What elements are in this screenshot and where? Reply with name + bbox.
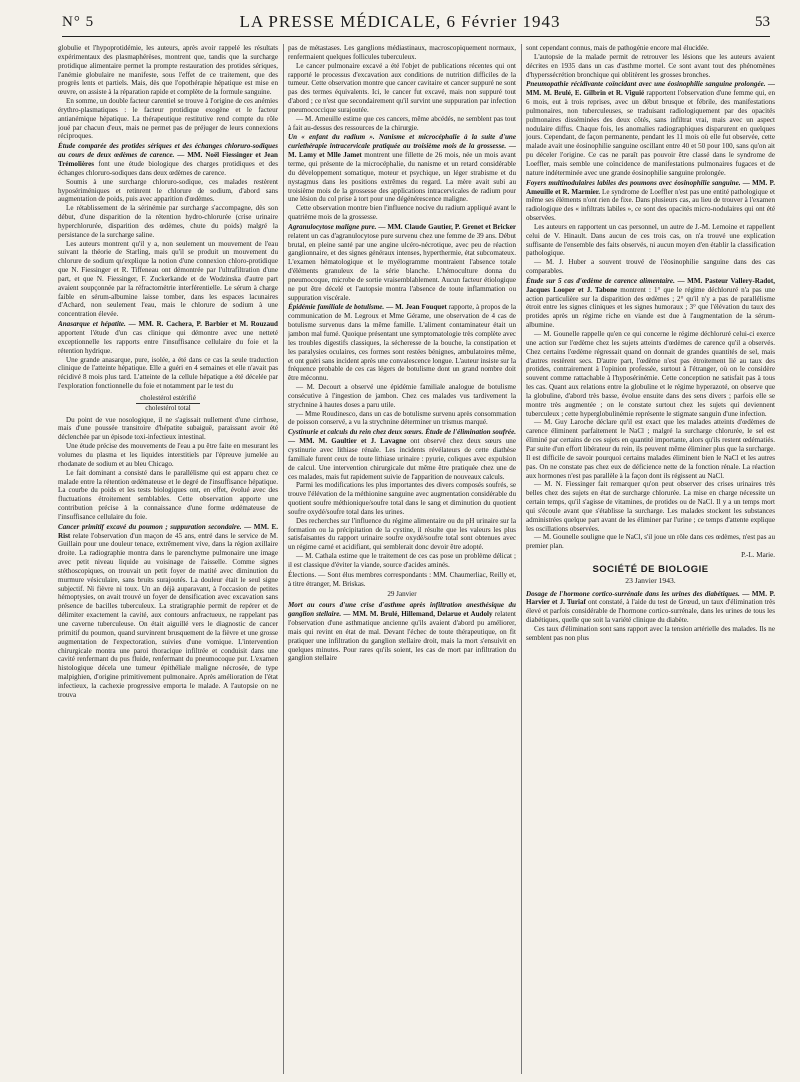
section-title: Cystinurie et calculs du rein chez deux sœurs. Étude de l'élimination soufrée. [288,428,516,437]
paragraph: — M. Guy Laroche déclare qu'il est exact que les malades atteints d'œdèmes de carence éliminent parfaitement le NaCl ; malgré la surcharge chlorurée, le sel est éliminé par certains de ces sujets en quantité importante, alors qu'ils restent œdématiés. Par suite d'un effort libérateur du rein, ils peuvent même éliminer plus que la surcharge. Il est difficile de savoir pourquoi certains malades éliminent bien le NaCl et les autres pas. On ne constate pas chez eux de déficience nette de la fonction rénale. La réaction aux hormones n'est pas parallèle à la façon dont ils régissent au NaCl. [526,418,775,480]
section-authors: — MM. P. Ameuille et R. Marmier. [526,178,775,196]
section-authors: — M. Jean Fouquet [386,303,447,312]
paragraph: Ces taux d'élimination sont sans rapport avec la tension artérielle des malades. Ils ne semblent pas non plus [526,625,775,642]
signature: P.-L. Marie. [741,551,775,560]
journal-title: LA PRESSE MÉDICALE, 6 Février 1943 [239,12,561,31]
column-divider [283,44,284,1074]
column-1 [58,44,278,1074]
section-entry [526,277,775,330]
paragraph: Une grande anasarque, pure, isolée, a été dans ce cas la seule traduction clinique de l'atteinte hépatique. Elle a guéri en 4 semaines et elle n'avait pas récidivé 8 mois plus tard. L'atteinte de la cellule hépatique a été décelée par l'exploration fonctionnelle du foie et notamment par le test du [58,355,278,391]
section-text: montrent une fillette de 26 mois, née un mois avant terme, qui présente de la microcéphalie, du nanisme et un retard considérable du développement somatique, moteur et psychique, un léger strabisme et du nystagmus dans les positions extrêmes du regard. La mère avait subi au troisième mois de la grossesse des applications intracervicales de radium pour une lésion du col prise à tort pour une dégénérescence maligne. [288,151,516,204]
section-entry [526,179,775,223]
section-authors: — M. Lamy et Mlle Jamet [288,142,516,160]
section-text: apportent l'étude d'un cas clinique qui démontre avec une netteté exceptionnelle les rapports entre l'insuffisance cellulaire du foie et la rétention hydrique. [58,329,278,355]
section-entry [288,303,516,383]
paragraph: — M. Gounelle rappelle qu'en ce qui concerne le régime déchloruré celui-ci exerce une action sur l'œdème chez les sujets atteints d'œdèmes de carence qu'il a observés. Chez certains l'œdème régressait quand on donnait de grandes quantités de sel, mais d'autres restèrent secs. D'autre part, l'œdème n'est pas étroitement lié au taux des protides, contrairement à l'opinion professée, surtout à l'étranger, où on le considère souvent comme rattachable à l'hyposérinémie. Cette conception ne satisfait pas à tous les cas. Quant aux relations entre la globuline et le régime hyperazoté, on observe que la globuline, d'abord très basse, évolue ensuite dans des sens divers ; parfois elle se montre très augmentée ; on le constate surtout chez les sujets qui deviennent tuberculeux ; cette hyperglobulinémie représente le stigmate sanguin d'une infection. [526,330,775,418]
paragraph: L'autopsie de la malade permit de retrouver les lésions que les auteurs avaient décrites en 1935 dans un cas d'asthme mortel. Ce sont avant tout des phénomènes d'hyperssécrétion bronchique qui oblitèrent les grosses bronches. [526,52,775,79]
section-text: ont constaté, à l'aide du test de Grœud, un taux d'élimination très élevé et parfois considérable de l'hormone cortico-surrénale, dans les urines de tous les diabétiques, quelle que soit la variété clinique du diabète. [526,598,775,625]
paragraph: Soumis à une surcharge chloruro-sodique, ces malades restèrent hyposériméniques et retinrent le chlorure de sodium, d'abord sans augmentation de poids, puis avec apparition d'œdèmes. [58,177,278,204]
session-date: 29 Janvier [387,590,417,599]
paragraph: — M. Gounelle souligne que le NaCl, s'il joue un rôle dans ces œdèmes, n'est pas au premier plan. [526,533,775,551]
paragraph: pas de métastases. Les ganglions médiastinaux, macroscopiquement normaux, renfermaient quelques follicules tuberculeux. [288,44,516,61]
page-header [0,0,800,40]
section-text: ont observé chez deux sœurs une cystinurie avec lithiase rénale. Les incidents révélateurs de cette diathèse familiale furent ceux de toute lithiase urinaire : pyurie, coliques avec expulsion de calcul. Une intervention chirurgicale dut même être pratiquée chez une de ces malades, mais fut rapidement suivie de l'apparition de nouveaux calculs. [288,437,516,481]
section-entry [288,601,516,663]
paragraph: globulie et l'hypoprotidémie, les auteurs, après avoir rappelé les résultats expérimentaux des plasmaphérèses, montrent que, tandis que la surcharge protidique alimentaire permet la prompte restauration des protides sériques, l'anémie globulaire ne manifeste, sous l'effet de ce traitement, que des progrès lents et partiels. Mais, dès que l'opothérapie hépatique est mise en œuvre, on assiste à la réparation rapide et complète de la formule sanguine. [58,44,278,97]
section-entry [288,133,516,204]
section-authors: — MM. Pasteur Vallery-Radot, Jacques Looper et J. Tabone [526,276,775,294]
ratio-denominator: cholestérol total [145,403,191,412]
society-heading: SOCIÉTÉ DE BIOLOGIE [592,563,709,575]
paragraph: — M. Ameuille estime que ces cancers, même abcédés, ne semblent pas tout à fait au-dessus des ressources de la chirurgie. [288,114,516,132]
section-entry [58,320,278,355]
section-authors: — MM. M. Gaultier et J. Lavagne [288,437,407,446]
paragraph: Le fait dominant a consisté dans le parallélisme qui est apparu chez ce malade entre la rétention œdémateuse et le degré de l'insuffisance hépatique. La courbe du poids et les tests biologiques ont, en effet, évolué avec des fluctuations étroitement semblables. Cette observation apporte une contribution précise à la connaissance d'une forme œdémateuse de l'insuffisance cellulaire du foie. [58,468,278,521]
header-rule [62,36,770,37]
paragraph: — M. J. Huber a souvent trouvé de l'éosinophilie sanguine dans des cas comparables. [526,258,775,276]
section-authors: — MM. R. Cachera, P. Barbier et M. Rouzaud [128,320,278,329]
column-3 [526,44,775,1074]
ratio-numerator: cholestérol estérifié [136,394,200,404]
section-title: Mort au cours d'une crise d'asthme après infiltration anesthésique du ganglion stellaire. [288,601,516,619]
paragraph: Le cancer pulmonaire excavé a été l'objet de publications récentes qui ont rapporté le processus d'excavation aux conditions de nutrition difficiles de la tumeur. Cette observation montre que cancer cavitaire et cancer suppuré ne sont pas des termes équivalents. Ici, le cancer fut excavé, mais non suppuré tout d'abord ; ce n'est que secondairement qu'il survint une suppuration par infection pneumococcique surajoutée. [288,61,516,114]
paragraph: Du point de vue nosologique, il ne s'agissait nullement d'une cirrhose, mais d'une poussée transitoire d'hépatite subaiguë, paraissant avoir été déclenchée par un épisode toxi-infectieux intestinal. [58,415,278,442]
section-entry [58,523,278,700]
paragraph: — M. Decourt a observé une épidémie familiale analogue de botulisme consécutive à l'ingestion de jambon. Chez ces malades vus tardivement la strychnine à hautes doses a paru utile. [288,383,516,409]
section-text: relate l'observation d'un maçon de 45 ans, entré dans le service de M. Guillain pour une douleur tenace, extrêmement vive, dans la région axillaire droite. La radiographie montra dans le parenchyme pulmonaire une image avec petit niveau liquide au voisinage de l'aisselle. Comme signes stéthoscopiques, on trouvait un petit foyer de matité avec diminution du murmure vésiculaire, sans bruits surajoutés. La douleur était le seul signe subjectif. Ni fièvre ni toux. Un an déjà auparavant, à l'occasion de petites hémoptysies, on avait trouvé un foyer de densification avec excavation sans présence de bacilles tuberculeux. La stratigraphie permit de repérer et de délimiter exactement la cavité, aux contours anfractueux, ne rappelant pas une caverne tuberculeuse. On était aiguillé vers le diagnostic de cancer primitif du poumon, quand survinrent brusquement de la fièvre et une grosse augmentation de l'expectoration, suivies d'une vomique. L'intervention chirurgicale montra une paroi thoracique infiltrée et conduisit dans une cavité renfermant du pus fluide, renfermant du pneumocoque pur. L'examen histologique décela une tumeur épithéliale maligne nécrosée, de type malpighien, d'origine primitivement pulmonaire. Après amélioration de l'état infectieux, la cachexie progressive emporta le malade. A l'autopsie on ne trouva [58,531,278,699]
section-text: relatent un cas d'agranulocytose pure survenu chez une femme de 39 ans. Début brutal, en pleine santé par une angine ulcéro-nécrotique, avec peu de réaction ganglionnaire, et des signes généraux intenses, hyperthermie, état subcomateux. L'examen hématologique et le myélogramme montraient l'absence totale d'éléments granuleux de la série blanche. L'hémoculture donna du pneumocoque, microbe de sortie vraisemblablement. Aucun facteur étiologique ne put être décelé et l'autopsie montra l'absence de toute inflammation ou suppuration viscérale. [288,231,516,302]
section-title: Un « enfant du radium ». Nanisme et microcéphalie à la suite d'une curiethérapie intracervicale pratiquée au troisième mois de la grossesse. [288,133,516,151]
page-number: 53 [755,14,770,30]
paragraph: — M. N. Fiessinger fait remarquer qu'on peut observer des crises urinaires très belles chez des sujets en état de surcharge chlorurée. La mise en charge nécessite un certain temps, qu'il s'agisse de vitamines, de protides ou de NaCl. Il y a un temps mort qui s'écoule avant que s'établisse la surcharge. Les malades stockent les substances administrées quelque part avant de les éliminer par l'urine ; ce temps d'attente explique les oscillations observées. [526,480,775,533]
paragraph: Le rétablissement de la sérinémie par surcharge s'accompagne, dès son début, d'une disparition de la rétention hydro-chlorurée (crise urinaire hyperchlorurée, disparition des œdèmes, chute du poids) malgré la persistance de la surcharge saline. [58,204,278,239]
paragraph: En somme, un double facteur carentiel se trouve à l'origine de ces anémies érythro-plasmatiques : le facteur protidique exogène et le facteur antianémique hépatique. La thérapeutique restitutive rend compte du rôle joué par chacun d'eux, mais ne permet pas de préjuger de leurs connexions réciproques. [58,97,278,141]
paragraph: Cette observation montre bien l'influence nocive du radium appliqué avant le quatrième mois de la grossesse. [288,204,516,222]
section-title: Dosage de l'hormone cortico-surrénale dans les urines des diabétiques. [526,589,740,598]
section-authors: — MM. Claude Gautier, P. Grenet et Bricker [378,222,516,231]
paragraph: Les auteurs en rapportent un cas personnel, un autre de J.-M. Lemoine et rappellent celui de V. Hinault. Dans aucun de ces trois cas, on n'a trouvé une explication suffisante de l'ensemble des faits observés, ni aucun moyen d'en établir la classification pathologique. [526,222,775,258]
issue-number: N° 5 [62,14,95,30]
section-title: Étude comparée des protides sériques et des échanges chloruro-sodiques au cours de deux œdèmes de carence. [58,142,278,160]
society-date: 23 Janvier 1943. [625,575,676,585]
column-2 [288,44,516,1074]
section-authors: — MM. E. Rist [58,522,278,540]
section-title: Anasarque et hépatite. [58,320,126,329]
section-title: Épidémie familiale de botulisme. [288,303,385,312]
paragraph: — Mme Roudinesco, dans un cas de botulisme survenu après consommation de poisson conservé, a vu la strychnine déterminer un trismus marqué. [288,409,516,427]
section-entry [526,590,775,625]
paragraph: Une étude précise des mouvements de l'eau a pu être faite en mesurant les volumes du plasma et les liquides interstitiels par l'épreuve jumelée au rhodanate de sodium et au bleu Chicago. [58,442,278,468]
section-entry [288,428,516,481]
section-title: Cancer primitif excavé du poumon ; suppuration secondaire. [58,522,242,531]
section-title: Étude sur 5 cas d'œdème de carence alimentaire. [526,276,675,285]
section-title: Agranulocytose maligne pure. [288,222,377,231]
paragraph: sont cependant connus, mais de pathogénie encore mal élucidée. [526,44,709,52]
section-entry [288,223,516,303]
section-title: Foyers multinodulaires labiles des poumons avec éosinophilie sanguine. [526,178,741,187]
paragraph: Les auteurs montrent qu'il y a, non seulement un mouvement de l'eau suivant la théorie de Starling, mais qu'il se produit un mouvement du chlorure de sodium qu'explique la notion d'une connexion chloro-protidique que N. Fiessinger et R. Tiffeneau ont démontrée par l'ultrafiltration d'une part, et que N. Fiessinger, F. Zuckerkande et de Wodzinska d'autre part avaient soupçonnée par la réfractométrie interférentielle. Le sérum à charge faible en sérum-albumine laisse tomber, dans les espaces lacunaires d'Achard, non seulement l'eau, mais le chlorure de sodium à une concentration élevée. [58,239,278,319]
section-text: montrent : 1° que le régime déchloruré n'a pas une action particulière sur la disparition des œdèmes ; 2° qu'il n'y a pas de parallélisme étroit entre les signes cliniques et les signes humoraux ; 3° que l'élévation du taux des protides après un régime riche en viande est due à l'augmentation de la sérum-albumine. [526,285,775,330]
section-text: relatent l'observation d'une asthmatique ancienne qu'ils avaient d'abord pu améliorer, mais qui revint en état de mal. Devant l'échec de toute thérapeutique, on fit pratiquer une infiltration du ganglion stellaire droit, mais la mort s'ensuivit en quelques minutes. Pour rares qu'ils soient, les cas de mort par infiltration du ganglion stellaire [288,610,516,663]
section-text: rapportent l'observation d'une femme qui, en 6 mois, eut à trois reprises, avec un début brusque et fébrile, des manifestations pulmonaires, non tuberculeuses, se traduisant radiologiquement par des opacités pulmonaires disséminées des deux côtés, sans infiltrat vrai, mais avec un aspect nodulaire diffus. Chaque fois, les anomalies radiographiques disparurent en quelques jours. Cependant, de façon permanente, pendant les 11 mois où elle fut observée, cette malade avait une éosinophilie sanguine oscillant entre 40 et 50 pour 100, sans qu'on ait pu déceler l'origine. Ce cas ne paraît pas pouvoir être classé dans le syndrome de Loeffler, mais semble une coïncidence de manifestations pulmonaires fugaces et de nature indéterminée avec une grande éosinophilie sanguine prolongée. [526,89,775,177]
cholesterol-ratio [58,394,278,413]
column-divider [521,44,522,1074]
section-entry [526,80,775,177]
paragraph: Parmi les modifications les plus importantes des divers composés soufrés, se trouve l'élévation de la méthionine sanguine avec augmentation considérable du quotient soufre méthionique/soufre total dans le sang et diminution du quotient soufre oxydé/soufre total dans les urines. [288,481,516,516]
section-authors: — MM. M. Brulé, E. Gilbrin et R. Viguié [526,80,775,98]
paragraph: — M. Cathala estime que le traitement de ces cas pose un problème délicat ; il est classique d'éviter la viande, source d'acides aminés. [288,552,516,569]
section-authors: — MM. P. Harvier et J. Turiaf [526,589,775,607]
section-entry [58,142,278,177]
section-text: Le syndrome de Loeffler n'est pas une entité pathologique et même ses éléments n'ont rien de fixe. Dans plusieurs cas, au lieu de trouver à l'examen radiologique des « infiltrats labiles », ce sont des opacités micro-nodulaires qui ont été observées. [526,187,775,223]
section-authors: — MM. M. Brulé, Hillemand, Delarue et Audoly [343,610,493,619]
section-title: Pneumopathie récidivante coïncidant avec une éosinophilie sanguine prolongée. [526,80,766,89]
section-text: font une étude biologique des charges protidiques et des échanges chloruro-sodiques dans deux œdèmes de carence. [58,159,278,177]
elections-note: Élections. — Sont élus membres correspondants : MM. Chaumerliac, Reilly et, à titre étranger, M. Briskas. [288,570,516,588]
paragraph: Des recherches sur l'influence du régime alimentaire ou du pH urinaire sur la formation ou la précipitation de la cystine, il résulte que les valeurs les plus satisfaisantes du rapport urinaire soufre oxydé/soufre total sont obtenues avec un régime carné et acidifiant, qui semblerait donc devoir être adopté. [288,516,516,552]
section-text: rapporte, à propos de la communication de M. Legroux et Mme Gérame, une observation de 4 cas de botulisme survenus dans la même famille. L'aliment contaminateur était un jambon mal fumé. Quoique présentant une symptomatologie très complète avec les troubles digestifs classiques, la sécheresse de la bouche, la constipation et les paralysies oculaires, ces formes sont restées bénignes, ambulatoires même, et ont guéri sans incident après une convalescence longue. L'auteur insiste sur la fréquence probable de ces cas légers de botulisme dont un grand nombre doit être méconnu. [288,303,516,383]
section-authors: — MM. Noël Fiessinger et Jean Trémolières [58,151,278,168]
